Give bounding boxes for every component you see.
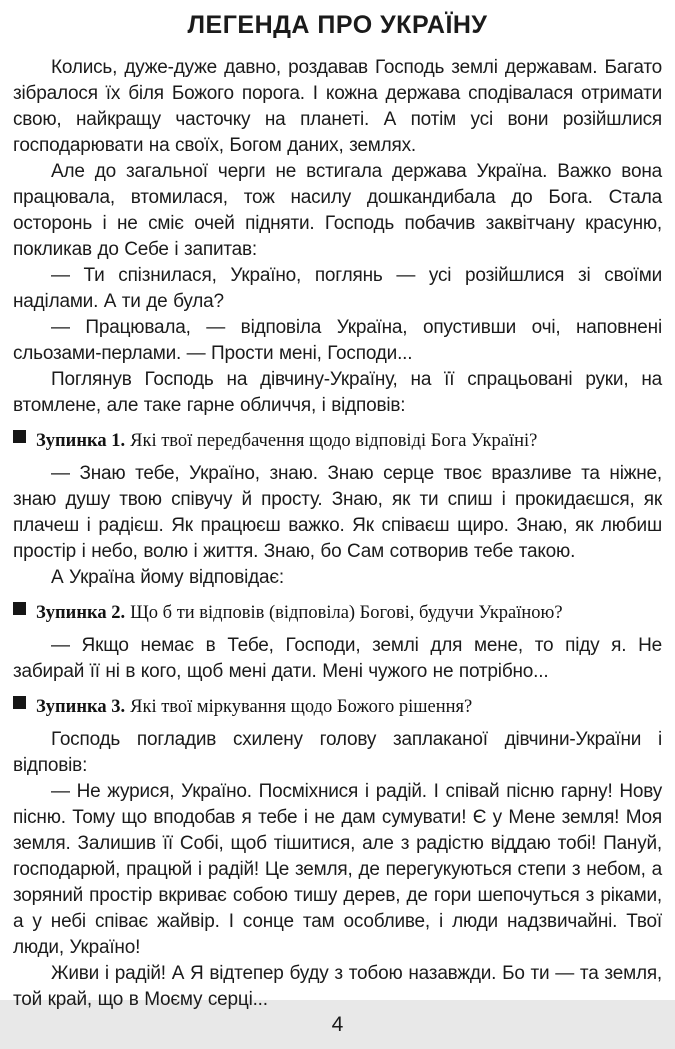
paragraph: А Україна йому відповідає: [51,567,284,588]
paragraph: — Якщо немає в Тебе, Господи, землі для мене, то піду я. Не забирай її ні в кого, щоб мені дати. Мені чужого не потрібно... [13,635,662,682]
page-number: 4 [331,1013,344,1036]
paragraph: Господь погладив схилену голову заплаканої дівчини-України і відповів: [13,729,662,776]
stop-square-icon [13,696,26,709]
article-body [13,55,662,1013]
stop-square-icon [13,602,26,615]
stop-question: Які твої передбачення щодо відповіді Бога Україні? [130,431,538,451]
stop-question: Які твої міркування щодо Божого рішення? [130,697,473,717]
paragraph: — Знаю тебе, Україно, знаю. Знаю серце твоє вразливе та ніжне, знаю душу твою співучу й просту. Знаю, як ти спиш і прокидаєшся, як плачеш і радієш. Як працюєш важко. Як співаєш щиро. Знаю, як любиш простір і небо, волю і життя. Знаю, бо Сам сотворив тебе такою. [13,463,662,562]
paragraph: Але до загальної черги не встигала держава Україна. Важко вона працювала, втомилася, тож насилу дошкандибала до Бога. Стала осторонь і не сміє очей підняти. Господь побачив заквітчану красуню, покликав до Себе і запитав: [13,161,662,260]
paragraph: — Працювала, — відповіла Україна, опустивши очі, наповнені сльозами-перлами. — Прости мені, Господи... [13,317,662,364]
stop-note [13,429,662,454]
paragraph: — Ти спізнилася, Україно, поглянь — усі розійшлися зі своїми наділами. А ти де була? [13,265,662,312]
stop-question: Що б ти відповів (відповіла) Богові, будучи Україною? [130,603,563,623]
stop-label: Зупинка 1. [36,431,126,451]
paragraph: — Не журися, Україно. Посміхнися і радій. І співай пісню гарну! Нову пісню. Тому що вподобав я тебе і не дам сумувати! Є у Мене земля! Моя земля. Залишив її Собі, щоб тішитися, але з радістю віддаю тобі! Пануй, господарюй, працюй і радій! Це земля, де перегукуються степи з небом, а зоряний простір вкриває собою тишу дерев, де гори шепочуться з ріками, а у небі співає жайвір. І сонце там особливе, і люди надзвичайні. Твої люди, Україно! [13,781,662,958]
stop-note [13,695,662,720]
stop-square-icon [13,430,26,443]
stop-note [13,601,662,626]
page-title: ЛЕГЕНДА ПРО УКРАЇНУ [187,11,488,39]
stop-label: Зупинка 2. [36,603,126,623]
paragraph: Колись, дуже-дуже давно, роздавав Господь землі державам. Багато зібралося їх біля Божого порога. І кожна держава сподівалася отримати свою, найкращу часточку на планеті. А потім усі вони розійшлися господарювати на своїх, Богом даних, землях. [13,57,662,156]
stop-label: Зупинка 3. [36,697,126,717]
paragraph: Живи і радій! А Я відтепер буду з тобою назавжди. Бо ти — та земля, той край, що в Моєму серці... [13,963,662,1010]
paragraph: Поглянув Господь на дівчину-Україну, на її спрацьовані руки, на втомлене, але таке гарне обличчя, і відповів: [13,369,662,416]
